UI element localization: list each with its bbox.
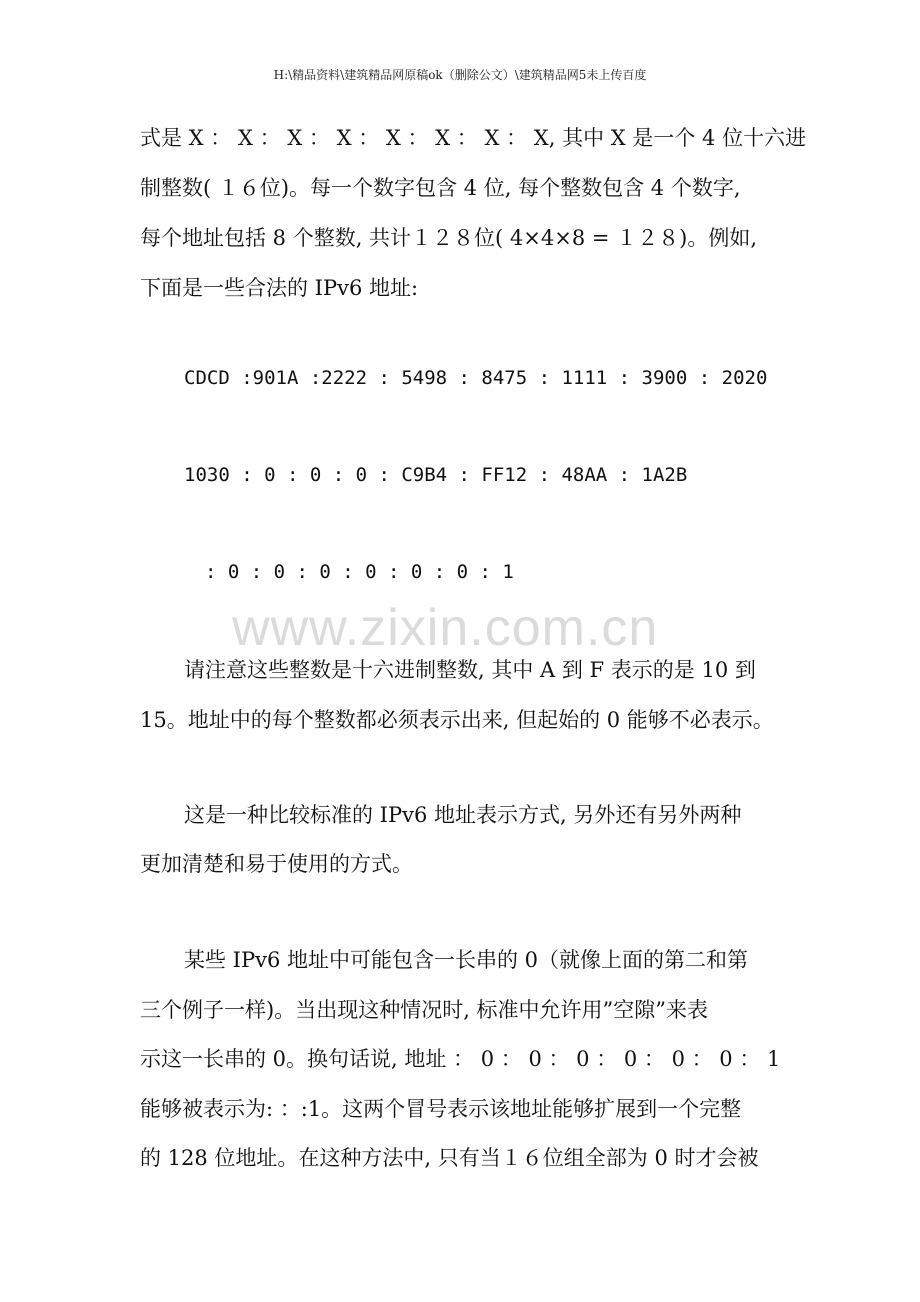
paragraph-1-line-1: 式是 X ： X ： X ： X ： X ： X ： X ： X, 其中 X 是一个 4 位十六进: [140, 126, 807, 150]
paragraph-2-line-2: 15。地址中的每个整数都必须表示出来, 但起始的 0 能够不必表示。: [140, 708, 774, 732]
paragraph-3-line-1: 这是一种比较标准的 IPv6 地址表示方式, 另外还有另外两种: [184, 803, 742, 827]
paragraph-4-line-5: 的 128 位地址。在这种方法中, 只有当１６位组全部为 0 时才会被: [140, 1146, 759, 1170]
ipv6-example-3: : 0 : 0 : 0 : 0 : 0 : 0 : 1: [205, 561, 514, 583]
paragraph-3-line-2: 更加清楚和易于使用的方式。: [140, 852, 413, 876]
paragraph-4-line-1: 某些 IPv6 地址中可能包含一长串的 0（就像上面的第二和第: [184, 948, 749, 972]
paragraph-1-line-3: 每个地址包括 8 个整数, 共计１２８位( 4×4×8 = １２８)。例如,: [140, 226, 758, 250]
ipv6-example-1: CDCD :901A :2222 : 5498 : 8475 : 1111 : 3900 : 2020: [184, 367, 768, 389]
ipv6-example-2: 1030 : 0 : 0 : 0 : C9B4 : FF12 : 48AA : 1A2B: [184, 464, 688, 486]
paragraph-1-line-2: 制整数( １６位)。每一个数字包含 4 位, 每个整数包含 4 个数字,: [140, 176, 741, 200]
paragraph-4-line-2: 三个例子一样)。当出现这种情况时, 标准中允许用”空隙”来表: [140, 998, 709, 1022]
paragraph-4-line-3: 示这一长串的 0。换句话说, 地址 ： 0 ： 0 ： 0 ： 0 ： 0 ： 0 ： 1: [140, 1047, 781, 1071]
paragraph-4-line-4: 能够被表示为: ：:1。这两个冒号表示该地址能够扩展到一个完整: [140, 1097, 742, 1121]
watermark: www.zixin.com.cn: [232, 599, 659, 657]
document-header-path: H:\精品资料\建筑精品网原稿ok（删除公文）\建筑精品网5未上传百度: [273, 68, 647, 82]
paragraph-1-line-4: 下面是一些合法的 IPv6 地址:: [140, 276, 419, 300]
paragraph-2-line-1: 请注意这些整数是十六进制整数, 其中 A 到 F 表示的是 10 到: [184, 658, 756, 682]
